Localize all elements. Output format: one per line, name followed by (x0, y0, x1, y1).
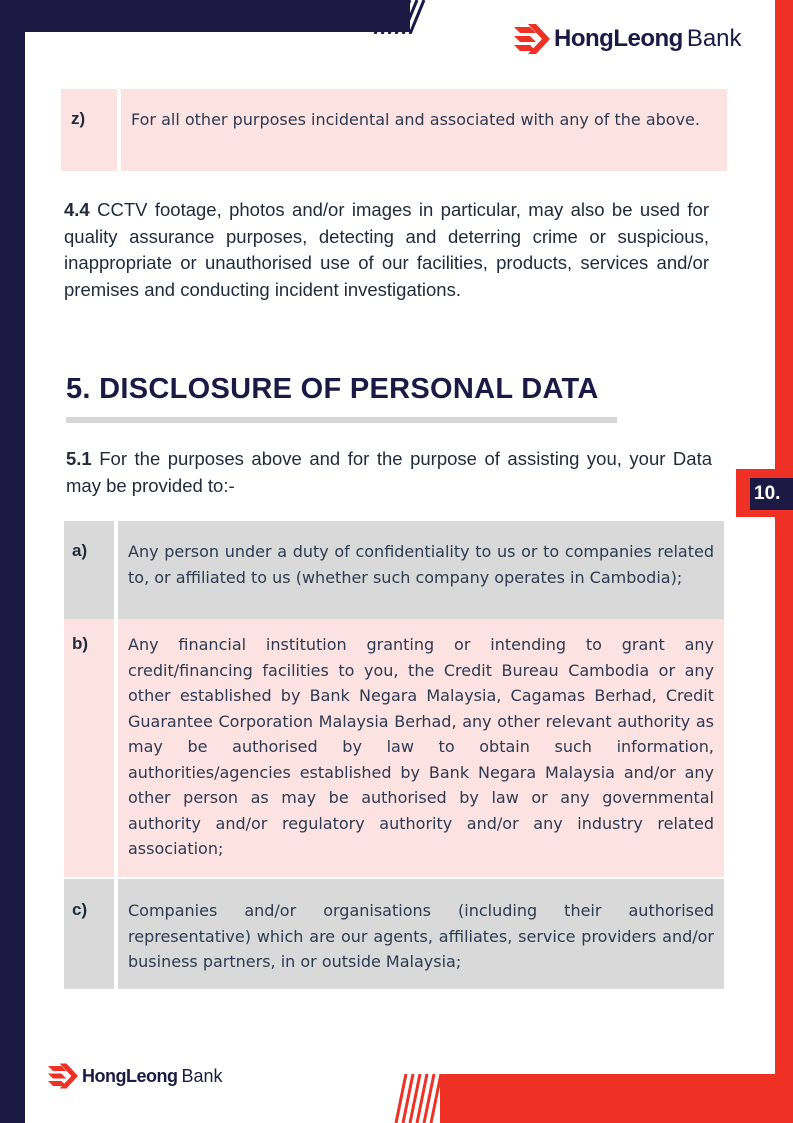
brand-logo-footer (48, 1063, 223, 1089)
item-text: Companies and/or organisations (including their authorised representative) which are our agents, affiliates, service providers and/or business partners, in or outside Malaysia; (128, 901, 714, 971)
bottom-stripes-decoration (392, 1074, 452, 1123)
disclosure-recipients-table (64, 521, 724, 989)
brand-suffix: Bank (181, 1065, 223, 1086)
top-navy-bar (0, 0, 410, 32)
list-item (61, 89, 727, 171)
paragraph-5-1 (66, 446, 712, 499)
item-text: Any financial institution granting or intending to grant any credit/financing facilities to you, the Credit Bureau Cambodia or any other established by Bank Negara Malaysia, Cagamas Berhad, Credit Guarantee Corporation Malaysia Berhad, any other relevant authority as may be authorised by law to obtain such information, authorities/agencies established by Bank Negara Malaysia and/or any other person as may be authorised by law or any governmental authority and/or regulatory authority and/or any industry related association; (128, 635, 714, 858)
hong-leong-logo-icon (48, 1063, 78, 1089)
paragraph-number: 4.4 (64, 199, 90, 220)
heading-underline (66, 417, 617, 423)
paragraph-text: For the purposes above and for the purpose of assisting you, your Data may be provided to:- (66, 448, 713, 496)
list-item (64, 619, 724, 877)
list-item (64, 879, 724, 989)
item-text: For all other purposes incidental and associated with any of the above. (131, 110, 700, 129)
brand-suffix: Bank (686, 25, 742, 52)
page-number: 10. (750, 478, 793, 510)
list-item (64, 521, 724, 619)
brand-name: HongLeong (82, 1065, 178, 1086)
paragraph-number: 5.1 (66, 448, 92, 469)
paragraph-4-4 (64, 197, 709, 303)
item-label: b) (72, 634, 89, 653)
left-navy-bar (0, 0, 25, 1123)
item-z-table (61, 89, 727, 171)
right-white-gap (771, 0, 775, 1123)
page-number-tab (736, 469, 793, 517)
hong-leong-logo-icon (514, 24, 550, 54)
item-text: Any person under a duty of confidentiality to us or to companies related to, or affiliated to us (whether such company operates in Cambodia); (128, 542, 714, 587)
item-label: z) (71, 109, 86, 128)
bottom-red-bar (440, 1074, 793, 1123)
top-stripes-decoration (365, 0, 435, 34)
item-label: c) (72, 900, 88, 919)
item-label: a) (72, 541, 88, 560)
paragraph-text: CCTV footage, photos and/or images in particular, may also be used for quality assurance purposes, detecting and deterring crime or suspicious, inappropriate or unauthorised use of our facilities, products, services and/or premises and conducting incident investigations. (64, 199, 709, 300)
section-heading: 5. DISCLOSURE OF PERSONAL DATA (66, 373, 599, 405)
brand-name: HongLeong (554, 25, 683, 52)
brand-logo-header (514, 24, 742, 54)
